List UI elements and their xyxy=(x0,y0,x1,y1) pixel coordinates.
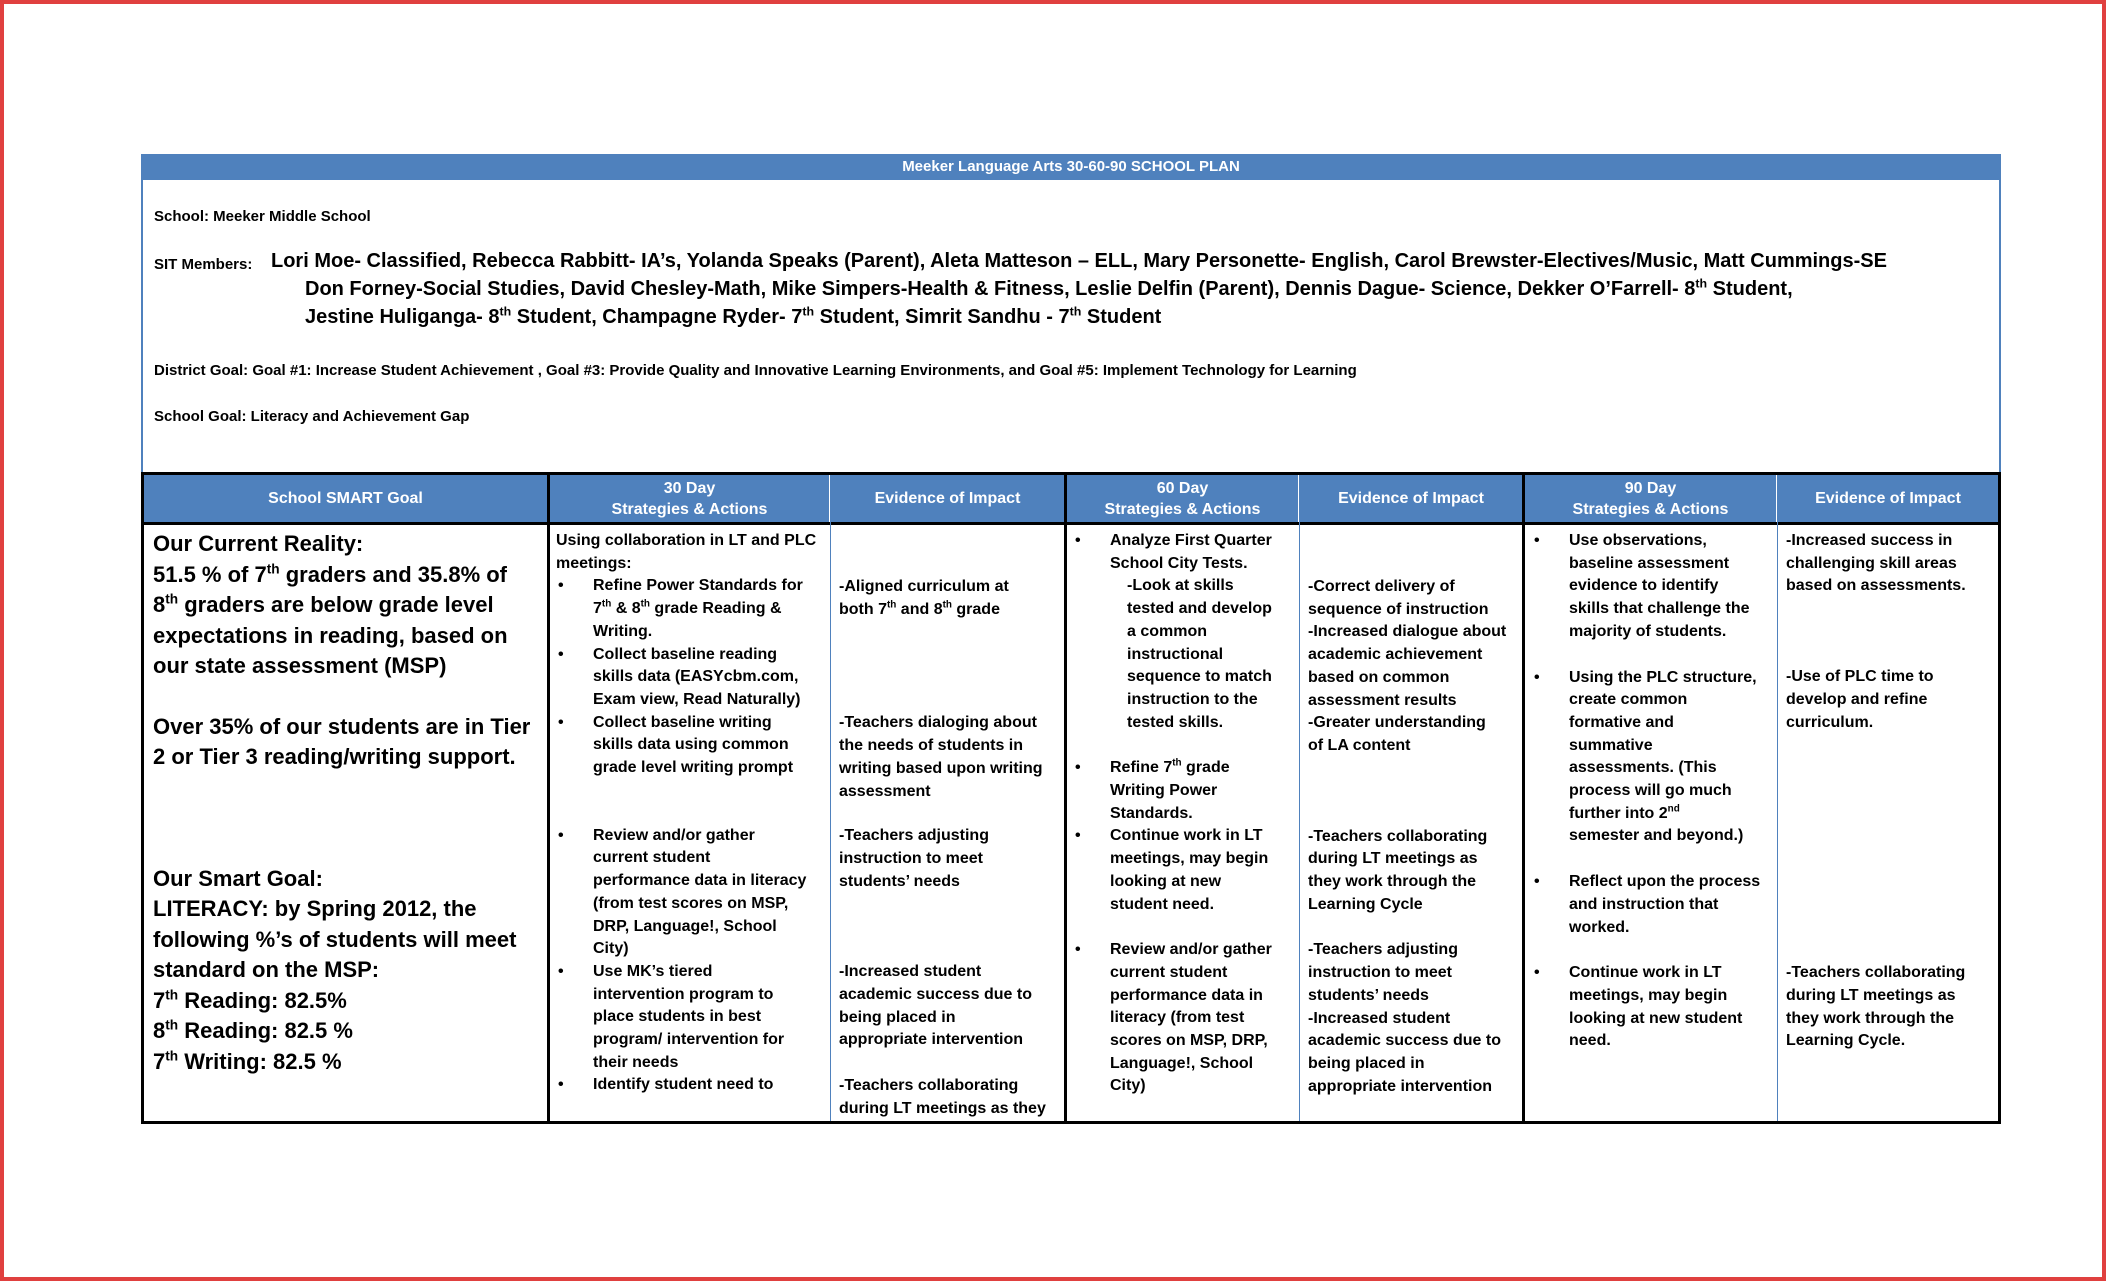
evidence-60-cell xyxy=(1308,530,1522,1098)
text-line: Using collaboration in LT and PLC xyxy=(556,532,817,549)
evidence-item: -Correct delivery of sequence of instruction -Increased dialogue about academic achievement based on common assessment results -Greater understanding of LA content xyxy=(1308,578,1507,754)
list-item: • Review and/or gather current student performance data in literacy (from test scores on MSP, DRP, Language!, School City) xyxy=(1073,939,1297,1098)
tier-text: 2 or Tier 3 reading/writing support. xyxy=(153,744,516,769)
list-item: • Using the PLC structure, create common formative and summative assessments. (This process will go much further into 2nd semester and beyond.) xyxy=(1532,667,1776,849)
evidence-item: -Teachers adjusting instruction to meet students’ needs xyxy=(839,827,989,890)
text-line: meetings: xyxy=(556,554,632,572)
reality-text: our state assessment (MSP) xyxy=(153,653,447,678)
smart-goal-cell xyxy=(153,529,543,1077)
reality-text: 51.5 % of 7th graders and 35.8% of xyxy=(153,561,508,587)
header-60-day: 60 Day Strategies & Actions xyxy=(1067,475,1298,522)
list-item: • Collect baseline reading skills data (EASYcbm.com, Exam view, Read Naturally) xyxy=(556,644,828,712)
list-item: • Use observations, baseline assessment evidence to identify skills that challenge the majority of students. xyxy=(1532,530,1776,644)
header-smart-goal: School SMART Goal xyxy=(144,475,547,522)
evidence-item: -Teachers collaborating during LT meetings as they xyxy=(839,1077,1046,1117)
list-item: • Reflect upon the process and instruction that worked. xyxy=(1532,871,1776,939)
sit-members-label: SIT Members: xyxy=(154,256,253,273)
tier-text: Over 35% of our students are in Tier xyxy=(153,713,531,739)
list-item: • Analyze First Quarter School City Tests. -Look at skills tested and develop a common instructional sequence to match instruction to the tested skills. xyxy=(1073,530,1297,734)
header-evidence-60: Evidence of Impact xyxy=(1300,475,1522,522)
evidence-item: -Teachers adjusting instruction to meet students’ needs -Increased student academic success due to being placed in appropriate intervention xyxy=(1308,941,1501,1095)
target-7th-reading: 7th Reading: 82.5% xyxy=(153,987,347,1013)
column-divider xyxy=(547,475,550,1121)
header-90-day: 90 Day Strategies & Actions xyxy=(1525,475,1776,522)
district-goal: District Goal: Goal #1: Increase Student Achievement , Goal #3: Provide Quality and Innovative Learning Environments, and Goal #5: Implement Technology for Learning xyxy=(154,362,1357,379)
evidence-item: -Aligned curriculum at both 7th and 8th grade xyxy=(839,578,1009,618)
column-divider xyxy=(1777,475,1778,1121)
strategies-60-cell xyxy=(1073,530,1297,1098)
list-item: • Continue work in LT meetings, may begin looking at new student need. xyxy=(1532,962,1776,1053)
plan-table xyxy=(141,472,2001,1124)
list-item: • Review and/or gather current student performance data in literacy (from test scores on MSP, DRP, Language!, School City) xyxy=(556,825,828,961)
sit-members-line-1: Lori Moe- Classified, Rebecca Rabbitt- IA’s, Yolanda Speaks (Parent), Aleta Matteson – ELL, Mary Personette- English, Carol Brewster-Electives/Music, Matt Cummings-SE xyxy=(271,250,1887,272)
reality-text: 8th graders are below grade level xyxy=(153,591,494,617)
evidence-item: -Teachers dialoging about the needs of students in writing based upon writing assessment xyxy=(839,714,1043,800)
list-item: • Use MK’s tiered intervention program to place students in best program/ intervention for their needs xyxy=(556,961,828,1075)
current-reality-title: Our Current Reality: xyxy=(153,531,364,556)
evidence-item: -Teachers collaborating during LT meetings as they work through the Learning Cycle. xyxy=(1786,964,1966,1050)
column-divider xyxy=(1064,475,1067,1121)
column-divider xyxy=(1522,475,1525,1121)
column-divider xyxy=(830,475,831,1121)
reality-text: expectations in reading, based on xyxy=(153,622,508,648)
list-item: • Collect baseline writing skills data using common grade level writing prompt xyxy=(556,712,828,780)
target-8th-reading: 8th Reading: 82.5 % xyxy=(153,1017,353,1043)
header-evidence-30: Evidence of Impact xyxy=(831,475,1064,522)
plan-header xyxy=(141,180,2001,474)
sub-item: -Look at skills tested and develop a common instructional sequence to match instruction to the tested skills. xyxy=(1127,577,1272,731)
evidence-item: -Increased success in challenging skill areas based on assessments. xyxy=(1786,532,1966,595)
strategies-90-cell xyxy=(1532,530,1776,1053)
bullet-list xyxy=(1532,530,1776,1053)
smart-goal-text: following %’s of students will meet xyxy=(153,926,517,952)
strategies-30-cell xyxy=(556,530,828,1097)
school-name: School: Meeker Middle School xyxy=(154,208,371,225)
evidence-item: -Use of PLC time to develop and refine curriculum. xyxy=(1786,668,1934,731)
target-7th-writing: 7th Writing: 82.5 % xyxy=(153,1048,342,1074)
bullet-list xyxy=(556,575,828,1097)
smart-goal-title: Our Smart Goal: xyxy=(153,865,323,891)
header-30-day: 30 Day Strategies & Actions xyxy=(550,475,829,522)
bullet-list xyxy=(1073,530,1297,1098)
sit-members-line-2: Don Forney-Social Studies, David Chesley-Math, Mike Simpers-Health & Fitness, Leslie Delfin (Parent), Dennis Dague- Science, Dekker O’Farrell- 8th Student, xyxy=(305,276,1793,300)
evidence-90-cell xyxy=(1786,530,1998,1053)
list-item: • Identify student need to xyxy=(556,1074,828,1097)
school-plan-document xyxy=(141,154,2001,1117)
list-item: • Refine 7th grade Writing Power Standards. xyxy=(1073,757,1297,825)
plan-title: Meeker Language Arts 30-60-90 SCHOOL PLAN xyxy=(141,154,2001,180)
list-item: • Refine Power Standards for 7th & 8th grade Reading & Writing. xyxy=(556,575,828,643)
school-goal: School Goal: Literacy and Achievement Gap xyxy=(154,408,470,425)
smart-goal-text: LITERACY: by Spring 2012, the xyxy=(153,896,477,921)
evidence-item: -Increased student academic success due to being placed in appropriate intervention xyxy=(839,963,1032,1049)
header-evidence-90: Evidence of Impact xyxy=(1778,475,1998,522)
evidence-item: -Teachers collaborating during LT meetings as they work through the Learning Cycle xyxy=(1308,827,1488,913)
plan-table-header xyxy=(144,475,1998,525)
column-divider xyxy=(1299,475,1300,1121)
evidence-30-cell xyxy=(839,530,1061,1121)
sit-members-line-3: Jestine Huliganga- 8th Student, Champagne Ryder- 7th Student, Simrit Sandhu - 7th Student xyxy=(305,304,1162,328)
list-item: • Continue work in LT meetings, may begin looking at new student need. xyxy=(1073,825,1297,916)
smart-goal-text: standard on the MSP: xyxy=(153,957,380,982)
